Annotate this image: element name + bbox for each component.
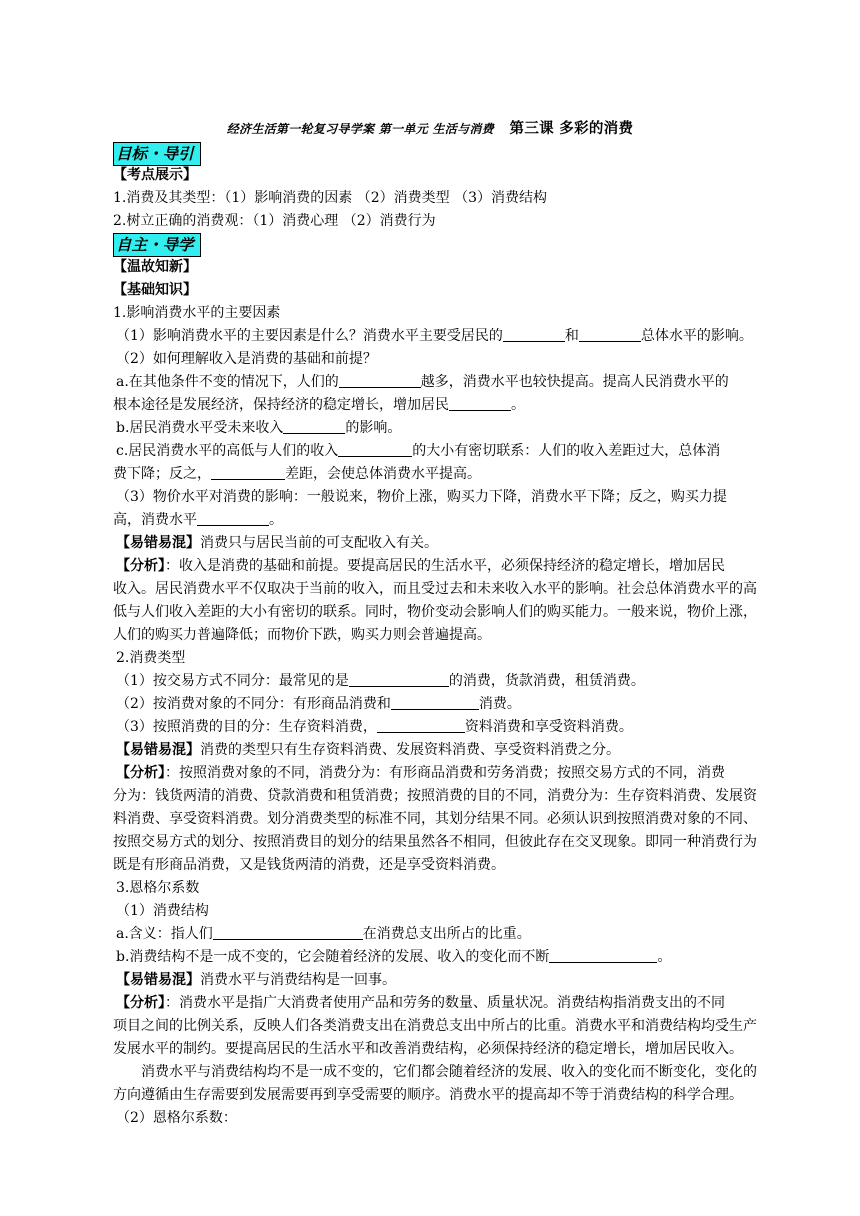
text: 根本途径是发展经济，保持经济的稳定增长，增加居民 <box>113 397 449 413</box>
point-2-2 <box>116 693 776 716</box>
text: 高，消费水平 <box>113 512 197 528</box>
fill-blank[interactable] <box>213 923 363 940</box>
point-3-a <box>116 923 776 946</box>
fill-blank[interactable] <box>391 693 479 710</box>
fenxi-2-line-5: 既是有形商品消费，又是钱货两清的消费，还是享受资料消费。 <box>113 857 505 873</box>
fenxi-2-line-1 <box>116 762 776 785</box>
text: 。 <box>269 512 283 528</box>
label: 【分析】 <box>116 558 165 574</box>
text: 消费的类型只有生存资料消费、发展资料消费、享受资料消费之分。 <box>200 742 620 758</box>
fill-blank[interactable] <box>283 417 345 434</box>
label: 【易错易混】 <box>116 535 200 551</box>
point-1-a <box>116 371 776 394</box>
fenxi-1-line-2: 收入。居民消费水平不仅取决于当前的收入，而且受过去和未来收入水平的影响。社会总体消费水平的高 <box>113 581 757 597</box>
document-title <box>0 117 860 138</box>
fenxi-3-line-3: 发展水平的制约。要提高居民的生活水平和改善消费结构，必须保持经济的稳定增长，增加居民收入。 <box>113 1041 743 1057</box>
text: （1）影响消费水平的主要因素是什么？消费水平主要受居民的 <box>116 328 503 344</box>
kaodian-heading: 【考点展示】 <box>113 167 197 183</box>
point-1-title: 1.影响消费水平的主要因素 <box>113 305 281 321</box>
point-1-question-2: （2）如何理解收入是消费的基础和前提？ <box>116 351 377 367</box>
text: 。 <box>511 397 525 413</box>
text: a.在其他条件不变的情况下，人们的 <box>116 374 339 390</box>
fenxi-2-line-3: 料消费、享受资料消费。划分消费类型的标准不同，其划分结果不同。必须认识到按照消费对象的不同、 <box>113 811 757 827</box>
text: 的消费，货款消费，租赁消费。 <box>448 673 645 689</box>
fenxi-2-line-2: 分为：钱货两清的消费、贷款消费和租赁消费；按照消费的目的不同，消费分为：生存资料消费、发展资 <box>113 788 757 804</box>
text: b.消费结构不是一成不变的，它会随着经济的发展、收入的变化而不断 <box>116 949 550 965</box>
point-3-b <box>116 946 776 969</box>
text: 在消费总支出所占的比重。 <box>362 926 531 942</box>
label: 【分析】 <box>116 765 165 781</box>
kaodian-item-2: 2.树立正确的消费观：（1）消费心理 （2）消费行为 <box>113 213 436 229</box>
text: b.居民消费水平受未来收入 <box>116 420 284 436</box>
yicuo-2 <box>116 739 776 762</box>
fenxi-2-line-4: 按照交易方式的划分、按照消费目的划分的结果虽然各不相同，但彼此存在交叉现象。即同一种消费行为 <box>113 834 757 850</box>
point-1-3: （3）物价水平对消费的影响：一般说来，物价上涨，购买力下降，消费水平下降；反之，购买力提 <box>116 489 727 505</box>
fenxi-1-line-1 <box>116 555 776 578</box>
fill-blank[interactable] <box>339 371 421 388</box>
text: 的大小有密切联系：人们的收入差距过大，总体消 <box>412 443 721 459</box>
fenxi-1-line-4: 人们的购买力普遍降低；而物价下跌，购买力则会普遍提高。 <box>113 627 491 643</box>
point-2-1 <box>116 670 776 693</box>
point-1-question-1 <box>116 325 776 348</box>
fill-blank[interactable] <box>338 440 412 457</box>
point-1-a-cont <box>113 394 773 417</box>
text: 。 <box>657 949 672 965</box>
text: 越多，消费水平也较快提高。提高人民消费水平的 <box>420 374 729 390</box>
text: 消费只与居民当前的可支配收入有关。 <box>200 535 438 551</box>
yicuo-1 <box>116 532 776 555</box>
point-1-c-cont <box>113 463 773 486</box>
text: 的影响。 <box>345 420 402 436</box>
point-1-3-cont <box>113 509 773 532</box>
kaodian-item-1: 1.消费及其类型：（1）影响消费的因素 （2）消费类型 （3）消费结构 <box>113 190 547 206</box>
point-1-b <box>116 417 776 440</box>
text: （3）按照消费的目的分：生存资料消费， <box>116 719 377 735</box>
text: ：收入是消费的基础和前提。要提高居民的生活水平，必须保持经济的稳定增长，增加居民 <box>165 558 725 574</box>
label: 【分析】 <box>116 995 165 1011</box>
yicuo-3 <box>116 969 776 992</box>
fill-blank[interactable] <box>211 463 285 480</box>
para-last-line-1: 消费水平与消费结构均不是一成不变的，它们都会随着经济的发展、收入的变化而不断变化，变化的 <box>141 1064 757 1080</box>
section-label-self-study: 自主・导学 <box>113 233 201 257</box>
fill-blank[interactable] <box>349 670 449 687</box>
wengu-heading: 【温故知新】 <box>113 259 197 275</box>
text: 消费水平与消费结构是一回事。 <box>200 972 396 988</box>
fill-blank[interactable] <box>503 325 565 342</box>
fenxi-3-line-1 <box>116 992 776 1015</box>
fill-blank[interactable] <box>377 716 465 733</box>
title-lesson: 第三课 多彩的消费 <box>509 120 634 137</box>
text: 资料消费和享受资料消费。 <box>464 719 633 735</box>
point-3-2: （2）恩格尔系数： <box>116 1110 237 1126</box>
fill-blank[interactable] <box>579 325 641 342</box>
fill-blank[interactable] <box>197 509 269 526</box>
text: 费下降；反之， <box>113 466 211 482</box>
label: 【易错易混】 <box>116 972 200 988</box>
point-3-1: （1）消费结构 <box>116 903 209 919</box>
text: 消费。 <box>478 696 521 712</box>
point-1-c <box>116 440 776 463</box>
text: 和 <box>564 328 579 344</box>
text: a.含义：指人们 <box>116 926 213 942</box>
text: c.居民消费水平的高低与人们的收入 <box>116 443 339 459</box>
text: 差距，会使总体消费水平提高。 <box>285 466 481 482</box>
point-3-title: 3.恩格尔系数 <box>116 880 200 896</box>
text: （2）按消费对象的不同分：有形商品消费和 <box>116 696 391 712</box>
fill-blank[interactable] <box>549 946 657 963</box>
para-last-line-2: 方向遵循由生存需要到发展需要再到享受需要的顺序。消费水平的提高却不等于消费结构的科学合理。 <box>113 1087 743 1103</box>
section-label-goals: 目标・导引 <box>113 142 201 166</box>
fenxi-3-line-2: 项目之间的比例关系，反映人们各类消费支出在消费总支出中所占的比重。消费水平和消费结构均受生产 <box>113 1018 757 1034</box>
text: 总体水平的影响。 <box>640 328 753 344</box>
text: ：按照消费对象的不同，消费分为：有形商品消费和劳务消费；按照交易方式的不同，消费 <box>165 765 725 781</box>
jichu-heading: 【基础知识】 <box>113 282 197 298</box>
point-2-title: 2.消费类型 <box>116 650 186 666</box>
label: 【易错易混】 <box>116 742 200 758</box>
text: （1）按交易方式不同分：最常见的是 <box>116 673 349 689</box>
fenxi-1-line-3: 低与人们收入差距的大小有密切的联系。同时，物价变动会影响人们的购买能力。一般来说，物价上涨， <box>113 604 757 620</box>
title-unit: 经济生活第一轮复习导学案 第一单元 生活与消费 <box>226 122 494 136</box>
text: ：消费水平是指广大消费者使用产品和劳务的数量、质量状况。消费结构指消费支出的不同 <box>165 995 725 1011</box>
fill-blank[interactable] <box>449 394 511 411</box>
point-2-3 <box>116 716 776 739</box>
